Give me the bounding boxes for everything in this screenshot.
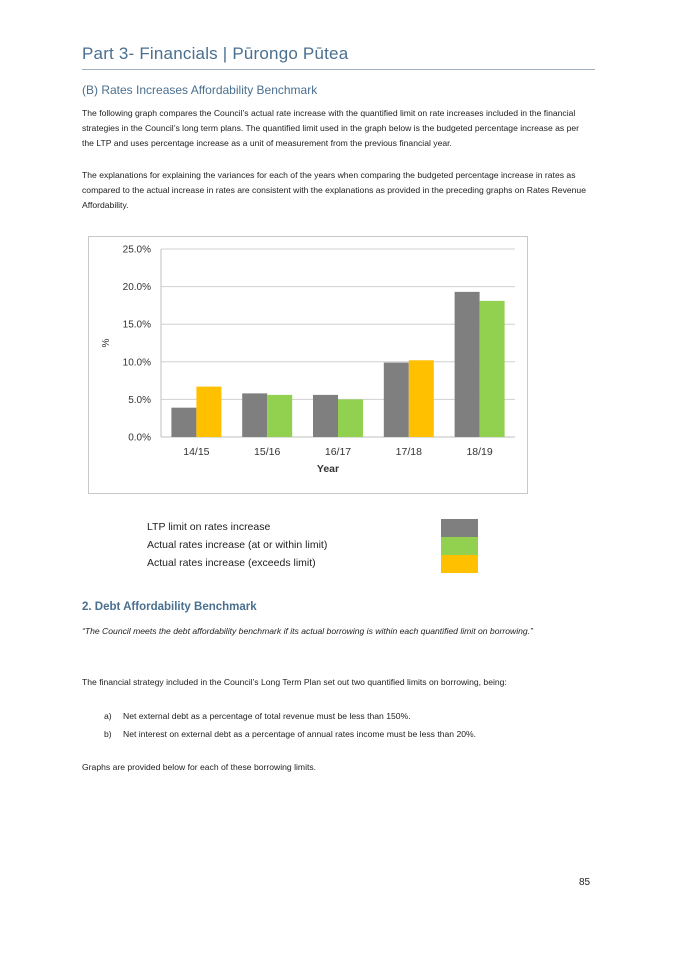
list-item-b	[104, 729, 476, 739]
list-text-a: Net external debt as a percentage of total revenue must be less than 150%.	[123, 711, 411, 721]
list-marker-a: a)	[104, 711, 112, 721]
section-b-heading: (B) Rates Increases Affordability Benchmark	[82, 83, 318, 97]
chart-legend	[147, 519, 487, 575]
legend-label-exceeds-limit: Actual rates increase (exceeds limit)	[147, 557, 316, 569]
x-tick-label: 15/16	[254, 446, 281, 458]
bar-actual-increase	[338, 399, 363, 437]
y-tick-label: 15.0%	[122, 319, 151, 331]
bar-ltp-limit	[313, 395, 338, 437]
y-axis-title: %	[101, 338, 112, 348]
section-2-paragraph-2: Graphs are provided below for each of these borrowing limits.	[82, 762, 317, 772]
y-tick-label: 0.0%	[128, 432, 151, 444]
bar-ltp-limit	[171, 408, 196, 437]
bar-ltp-limit	[384, 363, 409, 437]
y-tick-label: 25.0%	[122, 244, 151, 256]
section-2-heading: 2. Debt Affordability Benchmark	[82, 601, 257, 613]
page-title: Part 3- Financials | Pūrongo Pūtea	[82, 44, 349, 63]
rates-chart-svg	[89, 237, 527, 493]
section-2-quote: “The Council meets the debt affordability benchmark if its actual borrowing is within each quantified limit on borrowing.”	[82, 626, 533, 636]
legend-swatch-within-limit	[441, 537, 478, 555]
section-b-paragraph-2: The explanations for explaining the variances for each of the years when comparing the budgeted percentage increase in rates as compared to the actual increase in rates are consistent with the explanations as provided in the preceding graphs on Rates Revenue Affordability.	[82, 170, 586, 210]
page-number: 85	[579, 877, 591, 888]
section-b-paragraph-1: The following graph compares the Council’s actual rate increase with the quantified limit on rate increases included in the financial strategies in the Council’s long term plans. The quantified limit used in the graph below is the budgeted percentage increase as per the LTP and uses percentage increase as a unit of measurement from the previous financial year.	[82, 108, 579, 148]
list-item-a	[104, 711, 411, 721]
list-text-b: Net interest on external debt as a percentage of annual rates income must be less than 20%.	[123, 729, 477, 739]
x-tick-label: 17/18	[395, 446, 422, 458]
x-axis-title: Year	[316, 463, 340, 475]
bar-actual-increase	[480, 301, 505, 437]
bar-actual-increase	[196, 387, 221, 437]
legend-label-ltp-limit: LTP limit on rates increase	[147, 521, 271, 533]
bar-ltp-limit	[455, 292, 480, 437]
title-divider	[82, 69, 595, 70]
y-tick-label: 5.0%	[128, 394, 151, 406]
bar-ltp-limit	[242, 393, 267, 437]
y-tick-label: 10.0%	[122, 357, 151, 369]
bar-actual-increase	[409, 360, 434, 437]
legend-swatch-ltp-limit	[441, 519, 478, 537]
bar-actual-increase	[267, 395, 292, 437]
legend-label-within-limit: Actual rates increase (at or within limit)	[147, 539, 328, 551]
list-marker-b: b)	[104, 729, 112, 739]
rates-chart	[88, 236, 528, 494]
x-tick-label: 16/17	[324, 446, 352, 458]
section-2-paragraph-1: The financial strategy included in the Council’s Long Term Plan set out two quantified limits on borrowing, being:	[82, 677, 507, 687]
x-tick-label: 18/19	[466, 446, 493, 458]
x-tick-label: 14/15	[183, 446, 210, 458]
legend-swatch-exceeds-limit	[441, 555, 478, 573]
y-tick-label: 20.0%	[122, 282, 151, 294]
